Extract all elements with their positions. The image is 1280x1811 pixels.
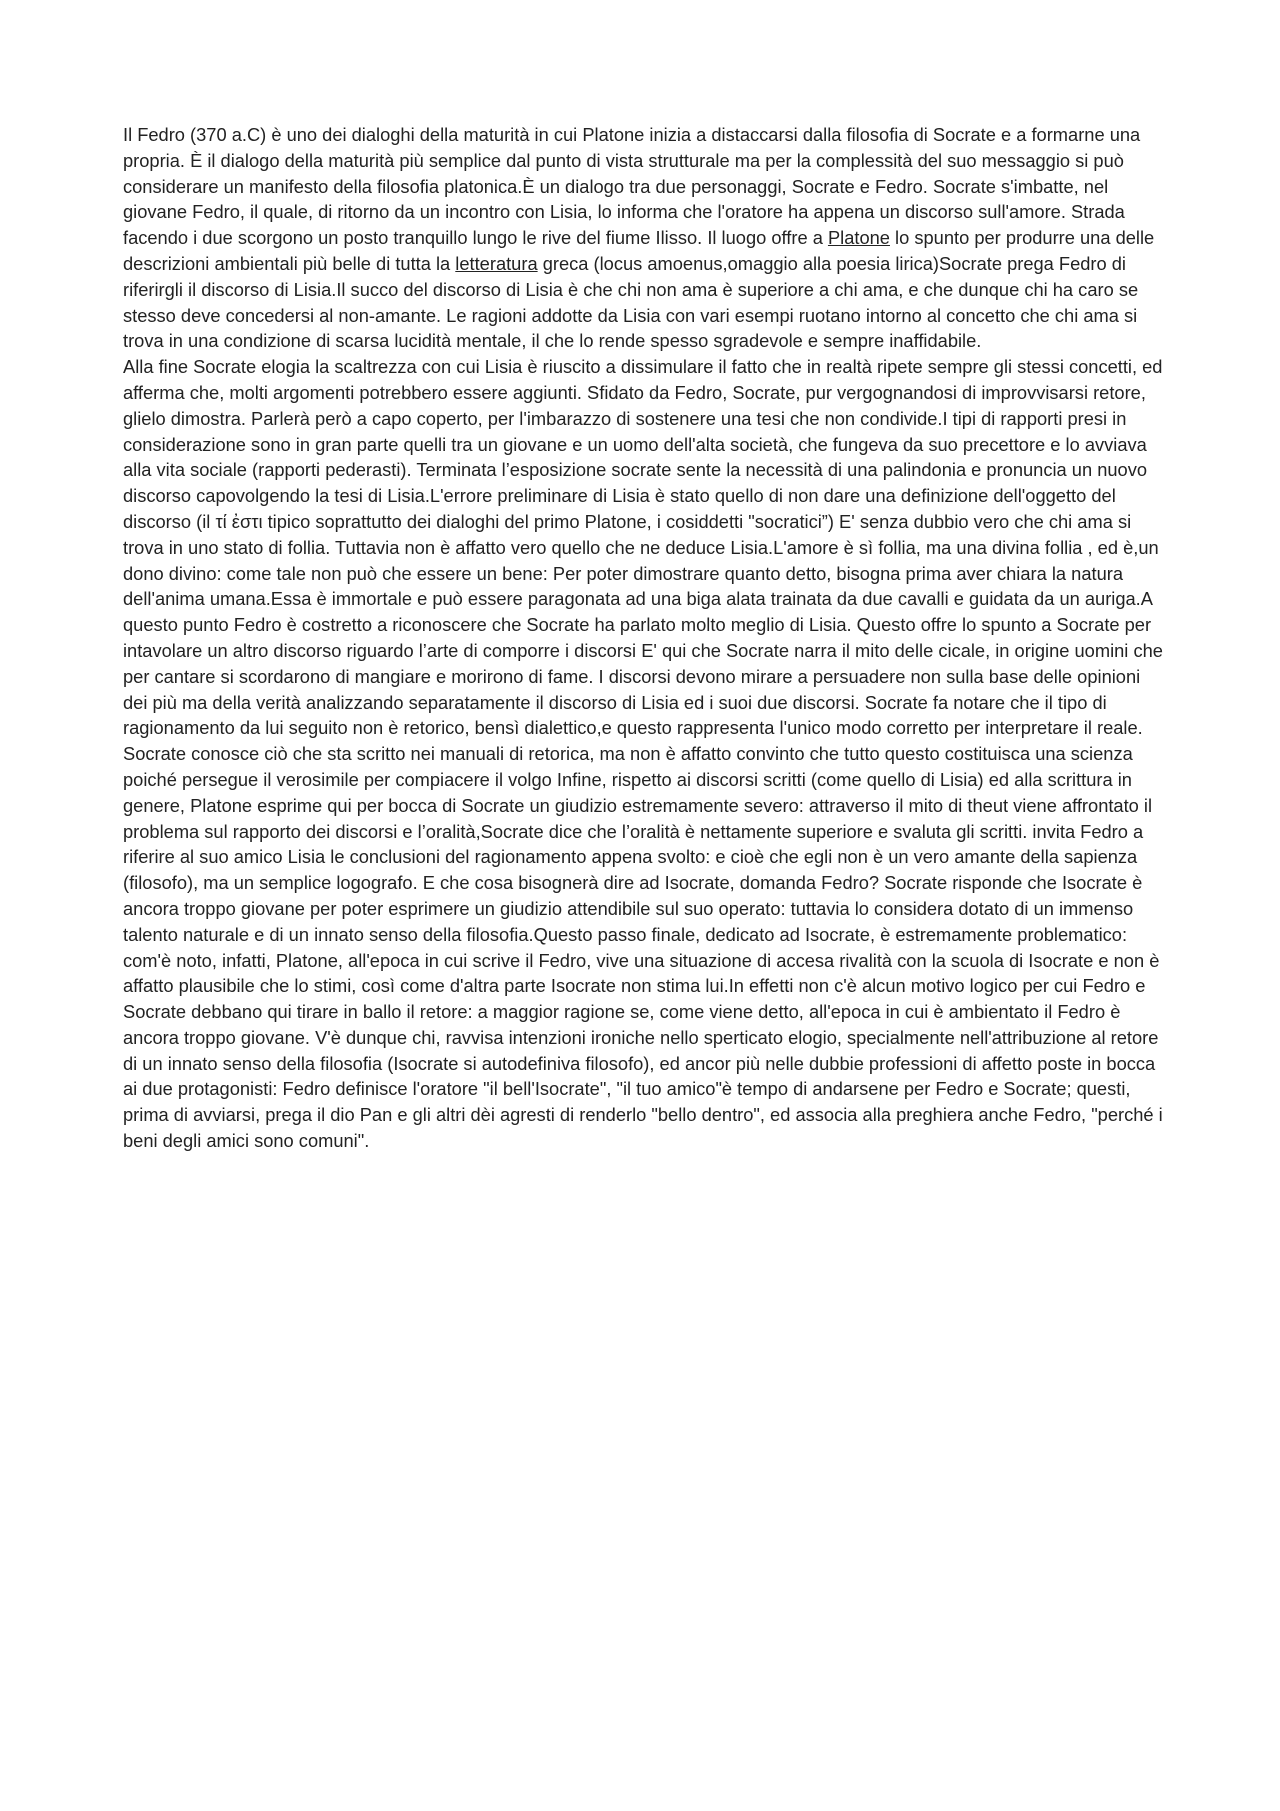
paragraph-1-text-b: lo spunto per produrre una delle descrizioni ambientali più belle di tutta la xyxy=(123,227,1155,274)
document-body xyxy=(123,122,1167,1154)
paragraph-1-text-a: Il Fedro (370 a.C) è uno dei dialoghi della maturità in cui Platone inizia a distaccarsi dalla filosofia di Socrate e a formarne una propria. È il dialogo della maturità più semplice dal punto di vista strutturale ma per la complessità del suo messaggio si può considerare un manifesto della filosofia platonica.È un dialogo tra due personaggi, Socrate e Fedro. Socrate s'imbatte, nel giovane Fedro, il quale, di ritorno da un incontro con Lisia, lo informa che l'oratore ha appena un discorso sull'amore. Strada facendo i due scorgono un posto tranquillo lungo le rive del fiume Ilisso. Il luogo offre a xyxy=(123,124,1141,249)
paragraph-2: Alla fine Socrate elogia la scaltrezza con cui Lisia è riuscito a dissimulare il fatto che in realtà ripete sempre gli stessi concetti, ed afferma che, molti argomenti potrebbero essere aggiunti. Sfidato da Fedro, Socrate, pur vergognandosi di improvvisarsi retore, glielo dimostra. Parlerà però a capo coperto, per l'imbarazzo di sostenere una tesi che non condivide.I tipi di rapporti presi in considerazione sono in gran parte quelli tra un giovane e un uomo dell'alta società, che fungeva da suo precettore e lo avviava alla vita sociale (rapporti pederasti). Terminata l’esposizione socrate sente la necessità di una palindonia e pronuncia un nuovo discorso capovolgendo la tesi di Lisia.L'errore preliminare di Lisia è stato quello di non dare una definizione dell'oggetto del discorso (il τί ἐστι tipico soprattutto dei dialoghi del primo Platone, i cosiddetti "socratici”) E' senza dubbio vero che chi ama si trova in uno stato di follia. Tuttavia non è affatto vero quello che ne deduce Lisia.L'amore è sì follia, ma una divina follia , ed è,un dono divino: come tale non può che essere un bene: Per poter dimostrare quanto detto, bisogna prima aver chiara la natura dell'anima umana.Essa è immortale e può essere paragonata ad una biga alata trainata da due cavalli e guidata da un auriga.A questo punto Fedro è costretto a riconoscere che Socrate ha parlato molto meglio di Lisia. Questo offre lo spunto a Socrate per intavolare un altro discorso riguardo l’arte di comporre i discorsi E' qui che Socrate narra il mito delle cicale, in origine uomini che per cantare si scordarono di mangiare e morirono di fame. I discorsi devono mirare a persuadere non sulla base delle opinioni dei più ma della verità analizzando separatamente il discorso di Lisia ed i suoi due discorsi. Socrate fa notare che il tipo di ragionamento da lui seguito non è retorico, bensì dialettico,e questo rappresenta l'unico modo corretto per interpretare il reale. Socrate conosce ciò che sta scritto nei manuali di retorica, ma non è affatto convinto che tutto questo costituisca una scienza poiché persegue il verosimile per compiacere il volgo Infine, rispetto ai discorsi scritti (come quello di Lisia) ed alla scrittura in genere, Platone esprime qui per bocca di Socrate un giudizio estremamente severo: attraverso il mito di theut viene affrontato il problema sul rapporto dei discorsi e l’oralità,Socrate dice che l’oralità è nettamente superiore e svaluta gli scritti. invita Fedro a riferire al suo amico Lisia le conclusioni del ragionamento appena svolto: e cioè che egli non è un vero amante della sapienza (filosofo), ma un semplice logografo. E che cosa bisognerà dire ad Isocrate, domanda Fedro? Socrate risponde che Isocrate è ancora troppo giovane per poter esprimere un giudizio attendibile sul suo operato: tuttavia lo considera dotato di un immenso talento naturale e di un innato senso della filosofia.Questo passo finale, dedicato ad Isocrate, è estremamente problematico: com'è noto, infatti, Platone, all'epoca in cui scrive il Fedro, vive una situazione di accesa rivalità con la scuola di Isocrate e non è affatto plausibile che lo stimi, così come d'altra parte Isocrate non stima lui.In effetti non c'è alcun motivo logico per cui Fedro e Socrate debbano qui tirare in ballo il retore: a maggior ragione se, come viene detto, all'epoca in cui è ambientato il Fedro è ancora troppo giovane. V'è dunque chi, ravvisa intenzioni ironiche nello sperticato elogio, specialmente nell'attribuzione al retore di un innato senso della filosofia (Isocrate si autodefiniva filosofo), ed ancor più nelle dubbie professioni di affetto poste in bocca ai due protagonisti: Fedro definisce l'oratore "il bell'Isocrate", "il tuo amico"è tempo di andarsene per Fedro e Socrate; questi, prima di avviarsi, prega il dio Pan e gli altri dèi agresti di renderlo "bello dentro", ed associa alla preghiera anche Fedro, "perché i beni degli amici sono comuni". xyxy=(123,356,1163,1152)
link-letteratura[interactable]: letteratura xyxy=(455,252,538,274)
link-platone[interactable]: Platone xyxy=(827,227,890,249)
paragraph-1 xyxy=(123,122,1167,354)
paragraph-1-text-c: greca (locus amoenus,omaggio alla poesia lirica)Socrate prega Fedro di riferirgli il discorso di Lisia.Il succo del discorso di Lisia è che chi non ama è superiore a chi ama, e che dunque chi ha caro se stesso deve concedersi al non-amante. Le ragioni addotte da Lisia con vari esempi ruotano intorno al concetto che chi ama si trova in una condizione di scarsa lucidità mentale, il che lo rende spesso sgradevole e sempre inaffidabile. xyxy=(123,252,1139,352)
